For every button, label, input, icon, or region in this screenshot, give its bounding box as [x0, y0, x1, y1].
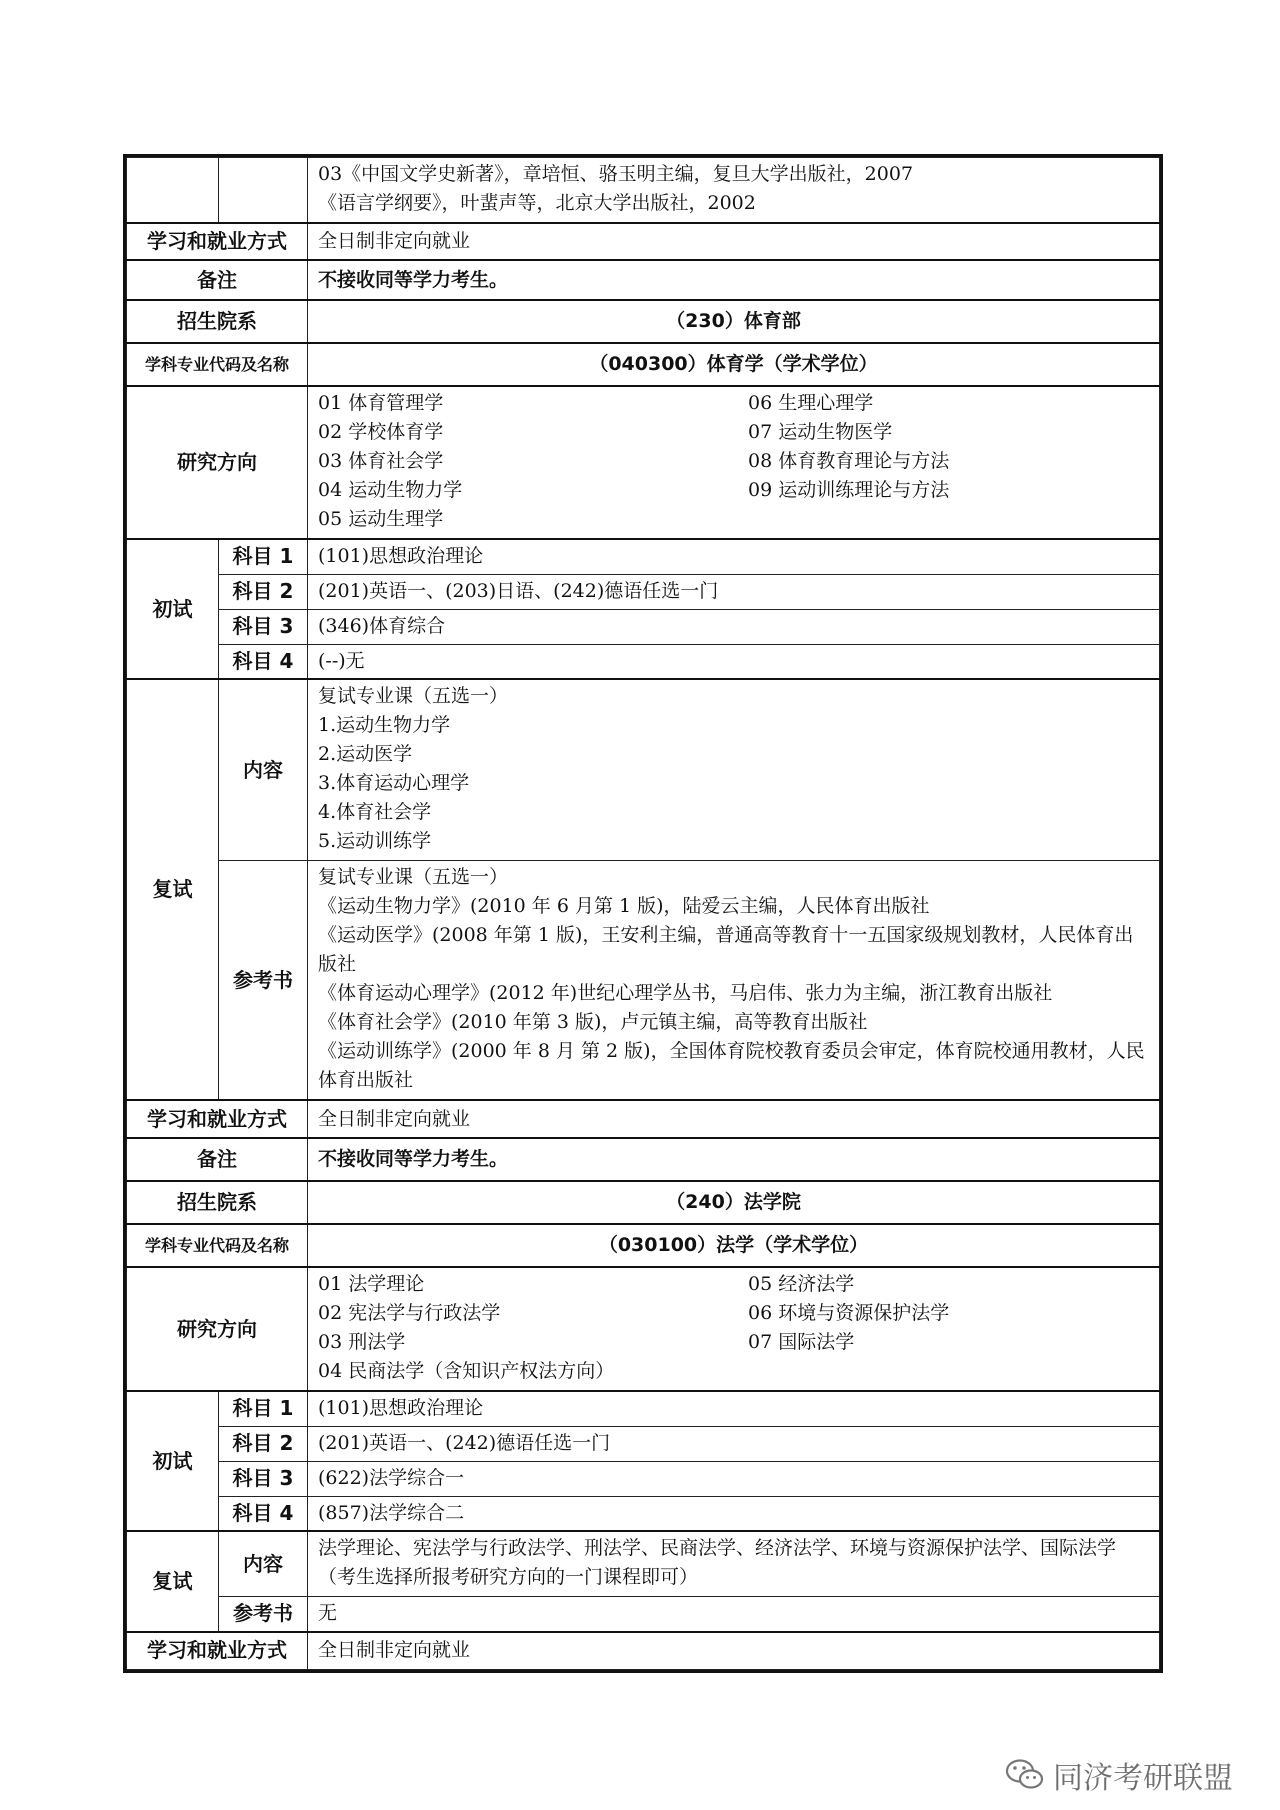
ref-line: 03《中国文学史新著》，章培恒、骆玉明主编，复旦大学出版社，2007	[318, 163, 914, 185]
note-value: 不接收同等学力考生。	[308, 1138, 1160, 1181]
subject-label: 科目 4	[219, 644, 308, 679]
direction-item: 01 法学理论	[318, 1273, 425, 1295]
subject-value: (--)无	[308, 644, 1160, 679]
subject-value: (622)法学综合一	[308, 1461, 1160, 1496]
watermark-text: 同济考研联盟	[1053, 1761, 1233, 1796]
watermark	[1005, 1755, 1233, 1795]
reference-books-cell	[308, 861, 1160, 1101]
reference-books-cell	[308, 158, 1160, 224]
subject-label: 科目 3	[219, 609, 308, 644]
admissions-table	[123, 154, 1163, 1673]
direction-item: 08 体育教育理论与方法	[748, 450, 950, 472]
retest-content	[308, 679, 1160, 861]
content-label: 内容	[219, 1531, 308, 1597]
ref-line: 《语言学纲要》，叶蜚声等，北京大学出版社，2002	[318, 192, 756, 214]
subject-label: 科目 2	[219, 1426, 308, 1461]
content-line: 5.运动训练学	[318, 830, 432, 852]
subject-value: (201)英语一、(242)德语任选一门	[308, 1426, 1160, 1461]
department-label: 招生院系	[127, 1181, 308, 1224]
direction-item: 07 运动生物医学	[748, 421, 893, 443]
department-value: （230）体育部	[308, 300, 1160, 343]
direction-item: 06 环境与资源保护法学	[748, 1302, 950, 1324]
direction-item: 02 学校体育学	[318, 421, 444, 443]
subject-value: (101)思想政治理论	[308, 539, 1160, 574]
subject-label: 科目 2	[219, 574, 308, 609]
direction-item: 03 体育社会学	[318, 450, 444, 472]
subject-label: 科目 3	[219, 1461, 308, 1496]
subject-label: 科目 1	[219, 1391, 308, 1426]
major-label: 学科专业代码及名称	[127, 343, 308, 386]
study-mode-value: 全日制非定向就业	[308, 1100, 1160, 1138]
ref-line: 《运动生物力学》(2010 年 6 月第 1 版)，陆爱云主编，人民体育出版社	[318, 895, 930, 917]
content-line: 1.运动生物力学	[318, 714, 451, 736]
direction-item: 05 运动生理学	[318, 508, 444, 530]
ref-line: 《体育社会学》(2010 年第 3 版)，卢元镇主编，高等教育出版社	[318, 1011, 868, 1033]
content-line: 4.体育社会学	[318, 801, 432, 823]
study-mode-label: 学习和就业方式	[127, 1100, 308, 1138]
direction-item: 04 运动生物力学	[318, 479, 463, 501]
content-line: 2.运动医学	[318, 743, 413, 765]
study-mode-value: 全日制非定向就业	[308, 223, 1160, 260]
retest-label: 复试	[127, 679, 219, 1100]
direction-item: 09 运动训练理论与方法	[748, 479, 950, 501]
subject-value: (346)体育综合	[308, 609, 1160, 644]
research-direction-label: 研究方向	[127, 386, 308, 539]
study-mode-value: 全日制非定向就业	[308, 1632, 1160, 1670]
direction-item: 06 生理心理学	[748, 392, 874, 414]
subject-value: (201)英语一、(203)日语、(242)德语任选一门	[308, 574, 1160, 609]
note-label: 备注	[127, 1138, 308, 1181]
major-value: （040300）体育学（学术学位）	[308, 343, 1160, 386]
ref-line: 《运动医学》(2008 年第 1 版)，王安利主编，普通高等教育十一五国家级规划教材，人民体育出版社	[318, 924, 1134, 975]
research-direction-label: 研究方向	[127, 1267, 308, 1391]
subject-label: 科目 4	[219, 1496, 308, 1531]
note-label: 备注	[127, 260, 308, 300]
content-label: 内容	[219, 679, 308, 861]
study-mode-label: 学习和就业方式	[127, 223, 308, 260]
ref-line: 《体育运动心理学》(2012 年)世纪心理学丛书，马启伟、张力为主编，浙江教育出版社	[318, 982, 1053, 1004]
direction-item: 01 体育管理学	[318, 392, 444, 414]
direction-item: 02 宪法学与行政法学	[318, 1302, 501, 1324]
major-label: 学科专业代码及名称	[127, 1224, 308, 1267]
retest-label: 复试	[127, 1531, 219, 1632]
subject-value: (101)思想政治理论	[308, 1391, 1160, 1426]
direction-item: 05 经济法学	[748, 1273, 855, 1295]
research-directions	[308, 1267, 1160, 1391]
direction-item: 03 刑法学	[318, 1331, 406, 1353]
reference-label: 参考书	[219, 1597, 308, 1632]
study-mode-label: 学习和就业方式	[127, 1632, 308, 1670]
reference-value: 无	[308, 1597, 1160, 1632]
ref-line: 《运动训练学》(2000 年 8 月 第 2 版)，全国体育院校教育委员会审定，体育院校通用教材，人民体育出版社	[318, 1040, 1145, 1091]
reference-label: 参考书	[219, 861, 308, 1101]
department-label: 招生院系	[127, 300, 308, 343]
ref-line: 复试专业课（五选一）	[318, 866, 509, 888]
initial-exam-label: 初试	[127, 539, 219, 679]
content-line: 复试专业课（五选一）	[318, 685, 509, 707]
note-value: 不接收同等学力考生。	[308, 260, 1160, 300]
department-value: （240）法学院	[308, 1181, 1160, 1224]
initial-exam-label: 初试	[127, 1391, 219, 1531]
subject-value: (857)法学综合二	[308, 1496, 1160, 1531]
direction-item: 04 民商法学（含知识产权法方向）	[318, 1360, 615, 1382]
retest-content: 法学理论、宪法学与行政法学、刑法学、民商法学、经济法学、环境与资源保护法学、国际法学（考生选择所报考研究方向的一门课程即可）	[308, 1531, 1160, 1597]
content-line: 3.体育运动心理学	[318, 772, 470, 794]
direction-item: 07 国际法学	[748, 1331, 855, 1353]
major-value: （030100）法学（学术学位）	[308, 1224, 1160, 1267]
wechat-icon	[1005, 1758, 1045, 1792]
research-directions	[308, 386, 1160, 539]
subject-label: 科目 1	[219, 539, 308, 574]
